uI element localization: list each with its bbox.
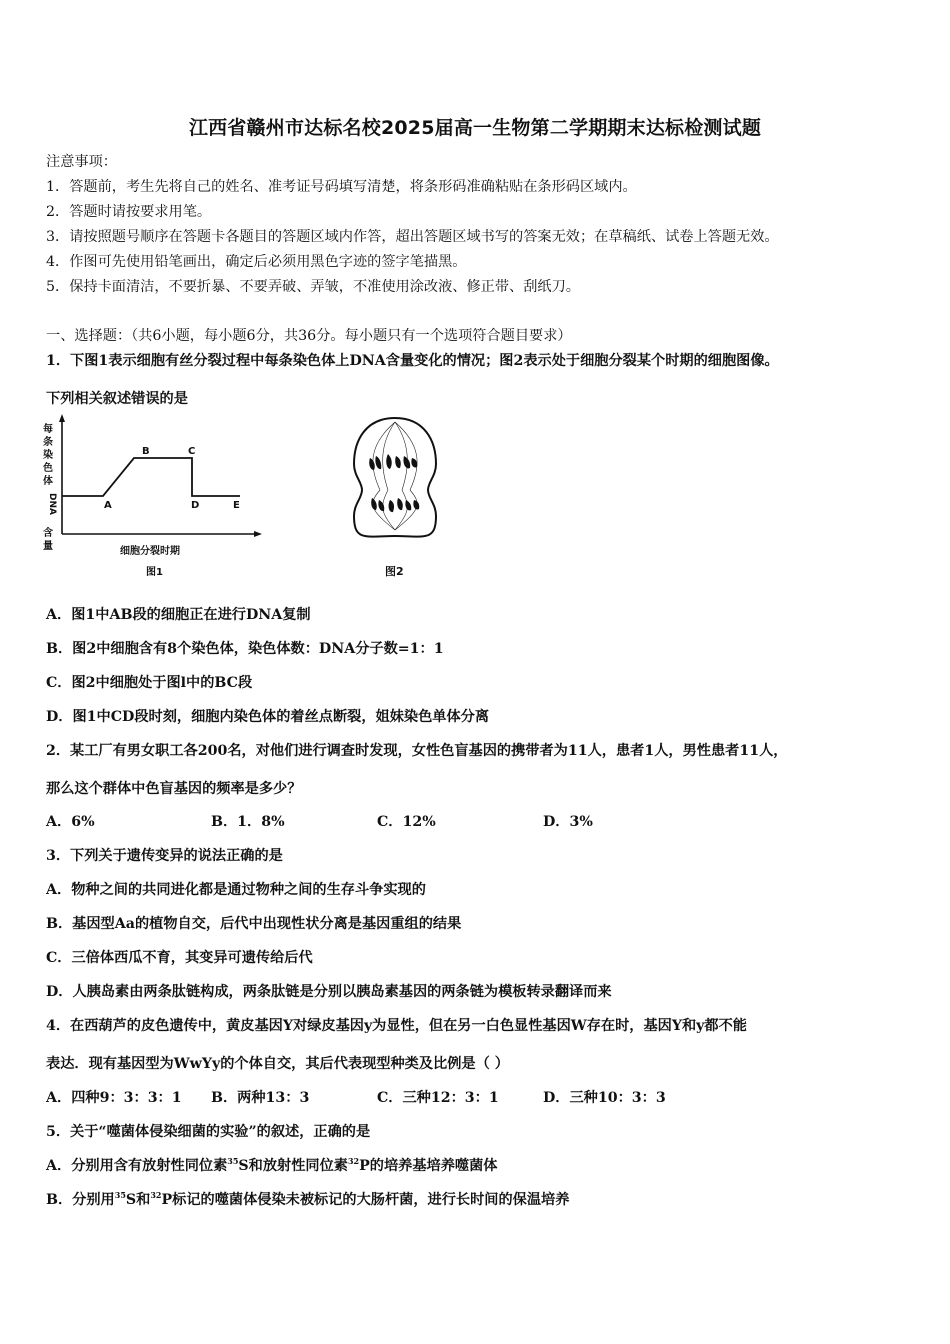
q4-option-a: A．四种9：3：3：1: [46, 1090, 182, 1106]
fig1-ylabel-char: 量: [43, 541, 53, 552]
q5-stem: 5．关于“噬菌体侵染细菌的实验”的叙述，正确的是: [46, 1124, 371, 1140]
q5-option-b-text: S和: [125, 1192, 151, 1208]
fig1-x-label: 细胞分裂时期: [120, 546, 180, 557]
notice-item: 4．作图可先使用铅笔画出，确定后必须用黑色字迹的签字笔描黑。: [46, 254, 467, 270]
q2-stem: 2．某工厂有男女职工各200名，对他们进行调查时发现，女性色盲基因的携带者为11人，患者1人，男性患者11人，: [46, 743, 788, 759]
figure2-cell: [340, 414, 450, 584]
q4-stem-cont: 表达．现有基因型为WwYy的个体自交，其后代表现型种类及比例是（ ）: [46, 1056, 509, 1072]
notice-item: 5．保持卡面清洁，不要折暴、不要弄破、弄皱，不准使用涂改液、修正带、刮纸刀。: [46, 279, 580, 295]
q3-option-d: D．人胰岛素由两条肽链构成，两条肽链是分别以胰岛素基因的两条链为模板转录翻译而来: [46, 984, 612, 1000]
fig1-ylabel-char: 染: [43, 450, 53, 461]
q5-option-a-text: S和放射性同位素: [238, 1158, 348, 1174]
fig1-x-arrow: [254, 531, 262, 537]
q4-option-c: C．三种12：3：1: [377, 1090, 499, 1106]
fig1-ylabel-char: DNA: [47, 493, 57, 515]
q3-stem: 3．下列关于遗传变异的说法正确的是: [46, 848, 283, 864]
fig1-ylabel-char: 色: [43, 463, 53, 474]
q2-option-b: B．1．8%: [211, 814, 285, 830]
q1-option-d: D．图1中CD段时刻，细胞内染色体的着丝点断裂，姐妹染色单体分离: [46, 709, 490, 725]
q1-option-b: B．图2中细胞含有8个染色体，染色体数：DNA分子数=1：1: [46, 641, 444, 657]
q3-option-c: C．三倍体西瓜不育，其变异可遗传给后代: [46, 950, 313, 966]
q1-option-c: C．图2中细胞处于图l中的BC段: [46, 675, 253, 691]
isotope-superscript: 32: [150, 1190, 162, 1200]
q4-option-b: B．两种13：3: [211, 1090, 310, 1106]
fig1-ylabel-char: 含: [43, 528, 53, 539]
q2-option-a: A．6%: [46, 814, 95, 830]
q1-stem: 1．下图1表示细胞有丝分裂过程中每条染色体上DNA含量变化的情况；图2表示处于细胞分裂某个时期的细胞图像。: [46, 353, 779, 369]
fig2-caption: 图2: [385, 565, 404, 578]
fig1-caption: 图1: [146, 567, 163, 578]
isotope-superscript: 32: [347, 1156, 360, 1166]
q5-option-b: [46, 1191, 569, 1209]
fig1-ylabel-char: 体: [43, 476, 53, 487]
page-title: 江西省赣州市达标名校2025届高一生物第二学期期末达标检测试题: [188, 117, 762, 139]
q1-stem-cont: 下列相关叙述错误的是: [46, 391, 188, 407]
q5-option-a-text: P的培养基培养噬菌体: [359, 1158, 498, 1174]
fig1-point-label: C: [188, 446, 196, 457]
fig1-point-label: D: [191, 500, 200, 511]
fig1-ylabel-char: 条: [43, 437, 53, 448]
figure1-graph: [40, 412, 270, 582]
q2-option-d: D．3%: [543, 814, 593, 830]
q2-option-c: C．12%: [377, 814, 436, 830]
fig1-point-label: B: [142, 446, 150, 457]
isotope-superscript: 35: [227, 1156, 239, 1166]
fig1-y-arrow: [59, 414, 65, 422]
fig2-cell-membrane: [354, 418, 436, 537]
q5-option-a-text: A．分别用含有放射性同位素: [46, 1158, 228, 1174]
fig1-point-label: E: [233, 500, 240, 511]
fig1-point-label: A: [104, 500, 112, 511]
q3-option-b: B．基因型Aa的植物自交，后代中出现性状分离是基因重组的结果: [46, 916, 462, 932]
q5-option-a: [46, 1157, 497, 1175]
q5-option-b-text: B．分别用: [46, 1192, 115, 1208]
q1-option-a: A．图1中AB段的细胞正在进行DNA复制: [46, 607, 311, 623]
notice-heading: 注意事项：: [46, 154, 117, 170]
isotope-superscript: 35: [114, 1190, 126, 1200]
q5-option-b-text: P标记的噬菌体侵染未被标记的大肠杆菌，进行长时间的保温培养: [161, 1192, 570, 1208]
notice-item: 2．答题时请按要求用笔。: [46, 204, 212, 220]
q3-option-a: A．物种之间的共同进化都是通过物种之间的生存斗争实现的: [46, 882, 426, 898]
fig1-ylabel-char: 每: [43, 424, 53, 435]
notice-item: 1．答题前，考生先将自己的姓名、准考证号码填写清楚，将条形码准确粘贴在条形码区域内。: [46, 179, 637, 195]
section-heading: 一、选择题：（共6小题，每小题6分，共36分。每小题只有一个选项符合题目要求）: [46, 328, 572, 344]
q4-option-d: D．三种10：3：3: [543, 1090, 666, 1106]
q2-stem-cont: 那么这个群体中色盲基因的频率是多少？: [46, 781, 302, 797]
fig1-dna-curve: [62, 458, 240, 496]
notice-item: 3．请按照题号顺序在答题卡各题目的答题区域内作答，超出答题区域书写的答案无效；在草稿纸、试卷上答题无效。: [46, 229, 779, 245]
q4-stem: 4．在西葫芦的皮色遗传中，黄皮基因Y对绿皮基因y为显性，但在另一白色显性基因W存在时，基因Y和y都不能: [46, 1018, 747, 1034]
